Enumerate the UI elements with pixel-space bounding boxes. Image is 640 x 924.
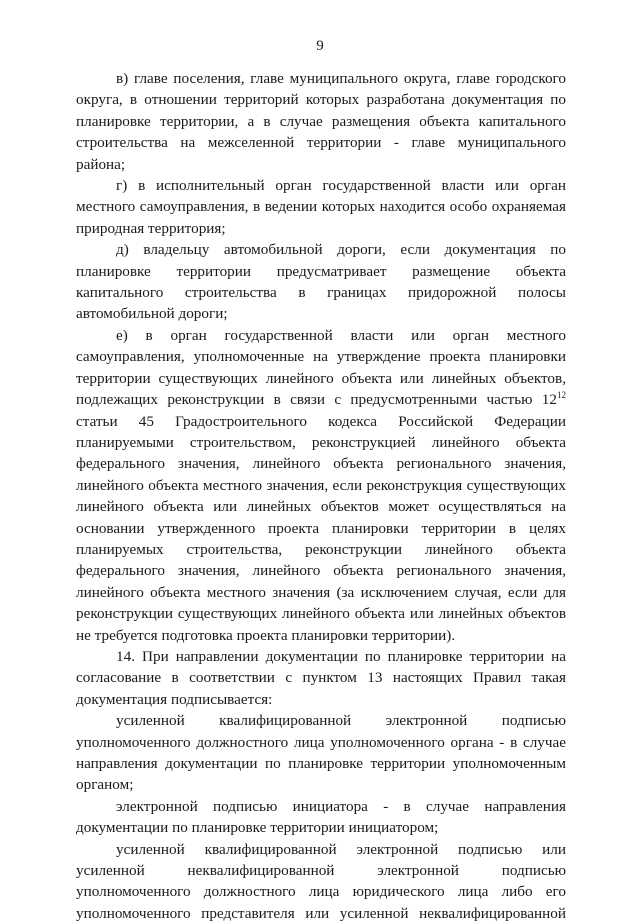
paragraph-d: д) владельцу автомобильной дороги, если документация по планировке территории предусматривает размещение объекта капитального строительства в границах придорожной полосы автомобильной дороги;	[76, 241, 566, 323]
paragraph-e-text-end: статьи 45 Градостроительного кодекса Российской Федерации планируемыми строительством, реконструкцией линейного объекта федерального значения, линейного объекта регионального значения, линейного объекта местного значения, если реконструкция существующих линейного объекта или линейных объектов может осуществляться на основании утвержденного проекта планировки территории в целях планируемых строительства, реконструкции линейного объекта федерального значения, линейного объекта регионального значения, линейного объекта местного значения (за исключением случая, если для реконструкции существующих линейного объекта или линейных объектов не требуется подготовка проекта планировки территории).	[76, 412, 566, 644]
page-number: 9	[316, 38, 324, 54]
paragraph-g: г) в исполнительный орган государственной власти или орган местного самоуправления, в ведении которых находится особо охраняемая природная территория;	[76, 177, 566, 237]
paragraph-signature-2: электронной подписью инициатора - в случае направления документации по планировке территории инициатором;	[76, 797, 566, 837]
paragraph-signature-1: усиленной квалифицированной электронной подписью уполномоченного должностного лица уполномоченного органа - в случае направления документации по планировке территории уполномоченным органом;	[76, 712, 566, 794]
document-body	[76, 68, 566, 924]
paragraph-e-text-start: е) в орган государственной власти или орган местного самоуправления, уполномоченные на утверждение проекта планировки территории существующих линейного объекта или линейных объектов, подлежащих реконструкции в связи с предусмотренными частью 12	[76, 326, 566, 409]
paragraph-signature-3: усиленной квалифицированной электронной подписью или усиленной неквалифицированной электронной подписью уполномоченного должностного лица юридического лица либо его уполномоченного представителя или усиленной неквалифицированной	[76, 840, 566, 922]
paragraph-e	[76, 325, 566, 646]
paragraph-v: в) главе поселения, главе муниципального округа, главе городского округа, в отношении территорий которых разработана документация по планировке территории, а в случае размещения объекта капитального строительства на межселенной территории - главе муниципального района;	[76, 70, 566, 173]
paragraph-14: 14. При направлении документации по планировке территории на согласование в соответствии с пунктом 13 настоящих Правил такая документация подписывается:	[76, 647, 566, 708]
superscript-12: 12	[557, 390, 566, 401]
